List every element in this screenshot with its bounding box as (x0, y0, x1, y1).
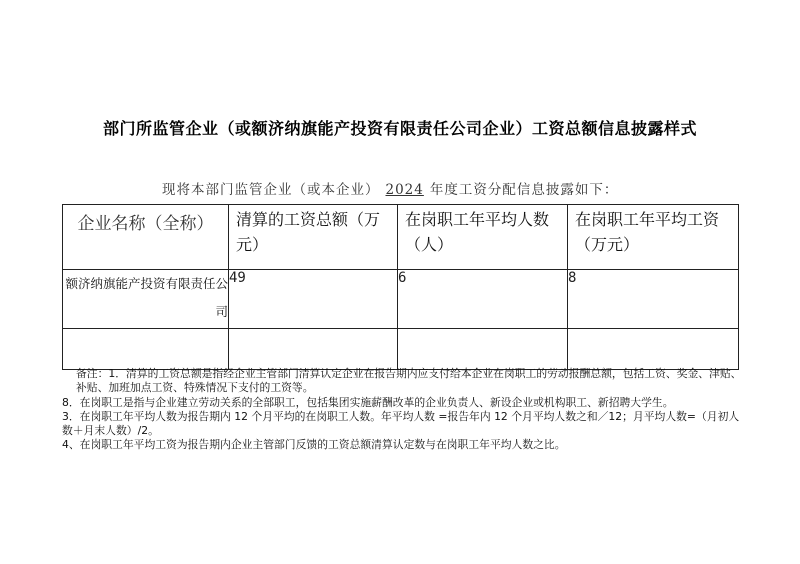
cell-empty (398, 329, 568, 370)
header-company-name: 企业名称（全称） (63, 205, 229, 270)
cell-empty (63, 329, 229, 370)
intro-prefix: 现将本部门监管企业（或本企业） (162, 182, 380, 198)
cell-total-wages: 49 (229, 270, 398, 329)
note-1: 备注：1．清算的工资总额是指经企业主管部门清算认定企业在报告期内应支付给本企业在岗职工的劳动报酬总额，包括工资、奖金、津贴、补贴、加班加点工资、特殊情况下支付的工资等。 (76, 367, 742, 395)
header-avg-headcount: 在岗职工年平均人数（人） (398, 205, 568, 270)
intro-suffix: 年度工资分配信息披露如下： (429, 182, 619, 198)
cell-company-name: 额济纳旗能产投资有限责任公司 (63, 270, 229, 329)
intro-year: 2024 (385, 182, 424, 198)
table-row (63, 270, 739, 329)
table-row (63, 329, 739, 370)
disclosure-table (62, 204, 739, 370)
header-total-wages: 清算的工资总额（万元） (229, 205, 398, 270)
cell-empty (229, 329, 398, 370)
cell-avg-headcount: 6 (398, 270, 568, 329)
intro-line (162, 178, 618, 198)
header-avg-wage: 在岗职工年平均工资（万元） (568, 205, 739, 270)
document-title: 部门所监管企业（或额济纳旗能产投资有限责任公司企业）工资总额信息披露样式 (102, 119, 697, 138)
note-2: 8．在岗职工是指与企业建立劳动关系的全部职工，包括集团实施薪酬改革的企业负责人、新设企业或机构职工、新招聘大学生。 (62, 395, 674, 409)
table-header-row (63, 205, 739, 270)
note-3: 3．在岗职工年平均人数为报告期内 12 个月平均的在岗职工人数。年平均人数 =报告年内 12 个月平均人数之和／12；月平均人数=（月初人数＋月末人数）/2。 (62, 409, 740, 438)
cell-empty (568, 329, 739, 370)
notes-section (62, 367, 744, 453)
note-4: 4、在岗职工年平均工资为报告期内企业主管部门反馈的工资总额清算认定数与在岗职工年平均人数之比。 (62, 438, 566, 452)
cell-avg-wage: 8 (568, 270, 739, 329)
